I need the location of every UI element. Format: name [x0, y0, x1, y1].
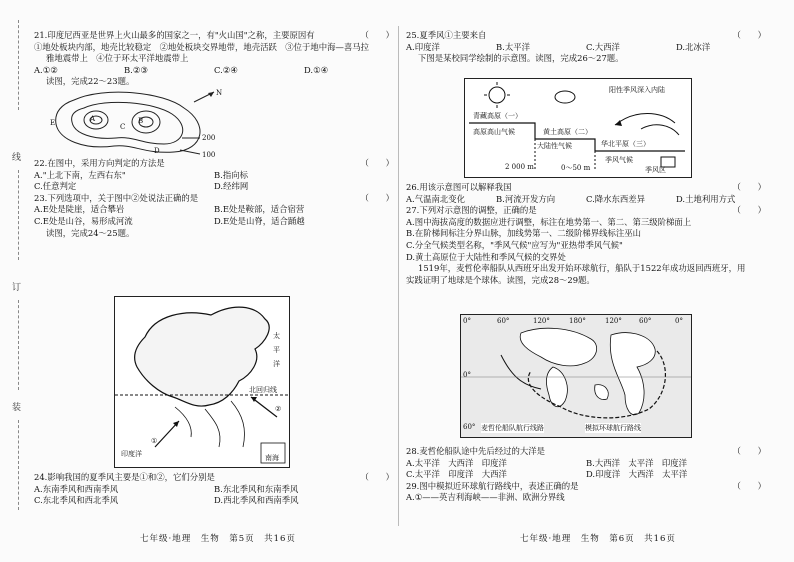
lon-label-60: 60° [497, 317, 510, 325]
cloud-icon [555, 91, 575, 103]
right-column-bottom [406, 446, 766, 504]
q22-options-cd [34, 181, 394, 193]
q24-options-cd [34, 495, 394, 507]
left-column [34, 30, 394, 239]
pacific-label-2: 平 [273, 346, 280, 354]
binding-char-top: 线 [12, 153, 22, 163]
china-map-svg [115, 297, 289, 467]
intro-28-line1: 1519年，麦哲伦率船队从西班牙出发开始环球航行，船队于1522年成功返回西班牙，用 [418, 263, 746, 274]
world-route-map [460, 314, 692, 438]
q25-options [406, 42, 766, 54]
world-map-svg [461, 315, 691, 437]
q21-stem: 21.印度尼西亚是世界上火山最多的国家之一，有"火山国"之称，主要原因有 [34, 30, 315, 40]
q26-option-b[interactable]: B.河流开发方向 [496, 193, 556, 204]
contour-label-c: C [120, 122, 126, 131]
q24-options-ab [34, 484, 394, 496]
q27-option-a[interactable]: A.图中海拔高度的数据应进行调整，标注在地势第一、第二、第三级阶梯面上 [406, 216, 692, 227]
plateau-3-label: 华北平原（三） [601, 140, 650, 148]
south-sea-label: 南海 [265, 454, 279, 462]
question-22 [34, 158, 394, 170]
wind-label-1: ① [151, 437, 158, 445]
contour-map [34, 88, 394, 158]
q21-option-c[interactable]: C.②④ [214, 64, 238, 75]
question-27 [406, 205, 766, 217]
binding-margin [12, 0, 26, 562]
q24-option-d[interactable]: D.西北季风和西南季风 [214, 495, 299, 506]
pacific-label-1: 太 [273, 332, 280, 340]
height-label-2000: 2 000 m [505, 163, 534, 171]
q25-option-d[interactable]: D.北冰洋 [676, 41, 711, 52]
q22-stem: 22.在图中，采用方向判定的方法是 [34, 157, 165, 168]
question-28 [406, 446, 766, 458]
q29-answer-paren[interactable]: （ ） [732, 480, 766, 491]
column-divider [398, 26, 399, 526]
contour-peak-b [132, 111, 160, 133]
wind-label-2: ② [275, 405, 282, 413]
q29-option-a[interactable]: A.①——英吉利海峡——非洲、欧洲分界线 [406, 492, 565, 503]
contour-label-a: A [90, 114, 96, 123]
lon-label-0: 0° [463, 317, 471, 325]
binding-dash [18, 420, 20, 510]
continental-climate-label: 大陆性气候 [537, 142, 572, 150]
q28-answer-paren[interactable]: （ ） [732, 446, 766, 456]
q21-answer-paren[interactable]: （ ） [360, 30, 394, 40]
model-route-legend: 模拟环球航行路线 [585, 424, 641, 432]
q26-stem: 26.用该示意图可以解释我国 [406, 182, 512, 192]
plateau-1-climate: 高原高山气候 [473, 128, 515, 136]
binding-dash [18, 170, 20, 260]
indian-ocean-label: 印度洋 [121, 450, 142, 458]
lat-label-0: 0° [463, 371, 471, 379]
q23-option-a[interactable]: A.E处是陡崖，适合攀岩 [34, 204, 125, 215]
intro-26-27: 下图是某校同学绘制的示意图。读图，完成26～27题。 [418, 53, 624, 64]
binding-dash [18, 300, 20, 390]
contour-peak-a [84, 111, 108, 129]
q26-option-c[interactable]: C.降水东西差异 [586, 193, 646, 204]
q21-line3: 雅地震带上 ④位于环太平洋地震带上 [46, 53, 189, 64]
lat-label-60: 60° [463, 423, 476, 431]
question-26 [406, 182, 766, 194]
question-29 [406, 481, 766, 493]
q21-line2: ①地处板块内部，地壳比较稳定 ②地处板块交界地带，地壳活跃 ③位于地中海—喜马拉 [34, 41, 369, 52]
q28-options-cd [406, 469, 766, 481]
binding-char-mid: 订 [12, 283, 22, 293]
magellan-route-legend: 麦哲伦船队航行线路 [481, 424, 544, 432]
q24-option-c[interactable]: C.东北季风和西北季风 [34, 495, 119, 506]
q28-options-ab [406, 458, 766, 470]
q27-answer-paren[interactable]: （ ） [732, 205, 766, 216]
contour-label-d: D [154, 146, 160, 155]
q28-option-c[interactable]: C.太平洋 印度洋 大西洋 [406, 469, 507, 480]
intro-28-line2: 实践证明了地球是个球体。读图，完成28～29题。 [406, 274, 595, 285]
q21-options [34, 65, 394, 77]
q27-option-c[interactable]: C.分全气候类型名称，"季风气候"应写为"亚热带季风气候" [406, 239, 623, 250]
q28-stem: 28.麦哲伦船队途中先后经过的大洋是 [406, 446, 545, 456]
contour-map-svg [34, 88, 234, 158]
q24-answer-paren[interactable]: （ ） [360, 472, 394, 482]
monsoon-region-label: 季风区 [645, 166, 666, 174]
page-footer-left: 七年级·地理 生物 第5页 共16页 [140, 534, 296, 544]
q23-option-d[interactable]: D.E处是山脊，适合踊越 [214, 215, 305, 226]
monsoon-wave [641, 125, 679, 135]
q23-stem: 23.下列选项中，关于图中②处说法正确的是 [34, 192, 199, 203]
label-leader-100 [180, 150, 200, 154]
q23-options-cd [34, 216, 394, 228]
q27-option-b[interactable]: B.在阶梯间标注分界山脉，加线势第一、二级阶梯界线标注巫山 [406, 228, 641, 239]
q21-option-a[interactable]: A.①② [34, 64, 58, 75]
contour-middle [72, 102, 183, 144]
right-column-middle [406, 182, 766, 286]
q25-option-c[interactable]: C.大西洋 [586, 41, 620, 52]
q23-answer-paren[interactable]: （ ） [360, 192, 394, 203]
question-23 [34, 193, 394, 205]
right-column [406, 30, 766, 65]
plateau-1-label: 青藏高原（一） [473, 112, 522, 120]
q29-stem: 29.图中模拟近环球航行路线中，表述正确的是 [406, 480, 579, 491]
left-column-bottom [34, 472, 394, 507]
q22-option-b[interactable]: B.指向标 [214, 169, 248, 180]
q26-option-a[interactable]: A.气温南北变化 [406, 193, 465, 204]
q23-option-b[interactable]: B.E处是鞍部，适合宿营 [214, 204, 305, 215]
q25-option-b[interactable]: B.太平洋 [496, 41, 530, 52]
sun-icon [489, 87, 505, 103]
lon-label-120: 120° [533, 317, 550, 325]
q26-answer-paren[interactable]: （ ） [732, 182, 766, 192]
q22-answer-paren[interactable]: （ ） [360, 157, 394, 168]
q21-option-b[interactable]: B.②③ [124, 64, 148, 75]
lon-label-120w: 120° [605, 317, 622, 325]
q23-options-ab [34, 204, 394, 216]
sun-rays [484, 82, 510, 108]
contour-label-e: E [50, 118, 56, 127]
q25-answer-paren[interactable]: （ ） [732, 30, 766, 40]
north-label: N [216, 88, 223, 97]
question-24 [34, 472, 394, 484]
q27-option-d[interactable]: D.黄土高原位于大陆性和季风气候的交界处 [406, 251, 566, 262]
lon-label-60w: 60° [639, 317, 652, 325]
q27-stem: 27.下列对示意图的调整，正确的是 [406, 205, 537, 216]
q26-options [406, 194, 766, 206]
read-24-25: 读图，完成24～25题。 [46, 227, 135, 238]
china-monsoon-map [114, 296, 290, 468]
read-22-23: 读图，完成22～23题。 [46, 76, 135, 87]
plateau-2-label: 黄土高原（二） [543, 128, 592, 136]
q25-option-a[interactable]: A.印度洋 [406, 41, 440, 52]
binding-dash [18, 20, 20, 110]
q21-option-d[interactable]: D.①④ [304, 64, 329, 75]
q22-option-d[interactable]: D.经纬网 [214, 181, 249, 192]
q28-option-a[interactable]: A.太平洋 大西洋 印度洋 [406, 457, 507, 468]
lon-label-0-right: 0° [675, 317, 683, 325]
q22-option-a[interactable]: A."上北下南，左西右东" [34, 169, 126, 180]
page-footer-right: 七年级·地理 生物 第6页 共16页 [520, 534, 676, 544]
q23-option-c[interactable]: C.E处是山谷，易形成河流 [34, 215, 133, 226]
contour-value-100: 100 [202, 150, 216, 159]
q24-option-a[interactable]: A.东南季风和西南季风 [34, 483, 119, 494]
q26-option-d[interactable]: D.土地利用方式 [676, 193, 736, 204]
contour-outer [56, 92, 200, 152]
pacific-label-3: 洋 [273, 360, 280, 368]
q22-options-ab [34, 170, 394, 182]
terrain-diagram [464, 78, 692, 178]
question-25 [406, 30, 766, 42]
question-21 [34, 30, 394, 42]
q28-option-b[interactable]: B.大西洋 太平洋 印度洋 [586, 457, 687, 468]
binding-char-bottom: 装 [12, 403, 22, 413]
q25-stem: 25.夏季风①主要来自 [406, 30, 487, 40]
tropic-label: 北回归线 [249, 386, 277, 394]
monsoon-arrow [615, 114, 675, 126]
height-label-0-50: 0～50 m [561, 164, 591, 172]
contour-label-b: B [138, 116, 144, 125]
q22-option-c[interactable]: C.任意判定 [34, 181, 77, 192]
monsoon-climate-label: 季风气候 [605, 156, 633, 164]
contour-value-200: 200 [202, 133, 216, 142]
monsoon-inland-label: 阳性季风深入内陆 [609, 86, 665, 94]
southeast-asia-coast [175, 401, 245, 447]
q24-stem: 24.影响我国的夏季风主要是①和②，它们分别是 [34, 472, 215, 482]
q24-option-b[interactable]: B.东北季风和东南季风 [214, 483, 299, 494]
q28-option-d[interactable]: D.印度洋 大西洋 太平洋 [586, 469, 688, 480]
lon-label-180: 180° [569, 317, 586, 325]
